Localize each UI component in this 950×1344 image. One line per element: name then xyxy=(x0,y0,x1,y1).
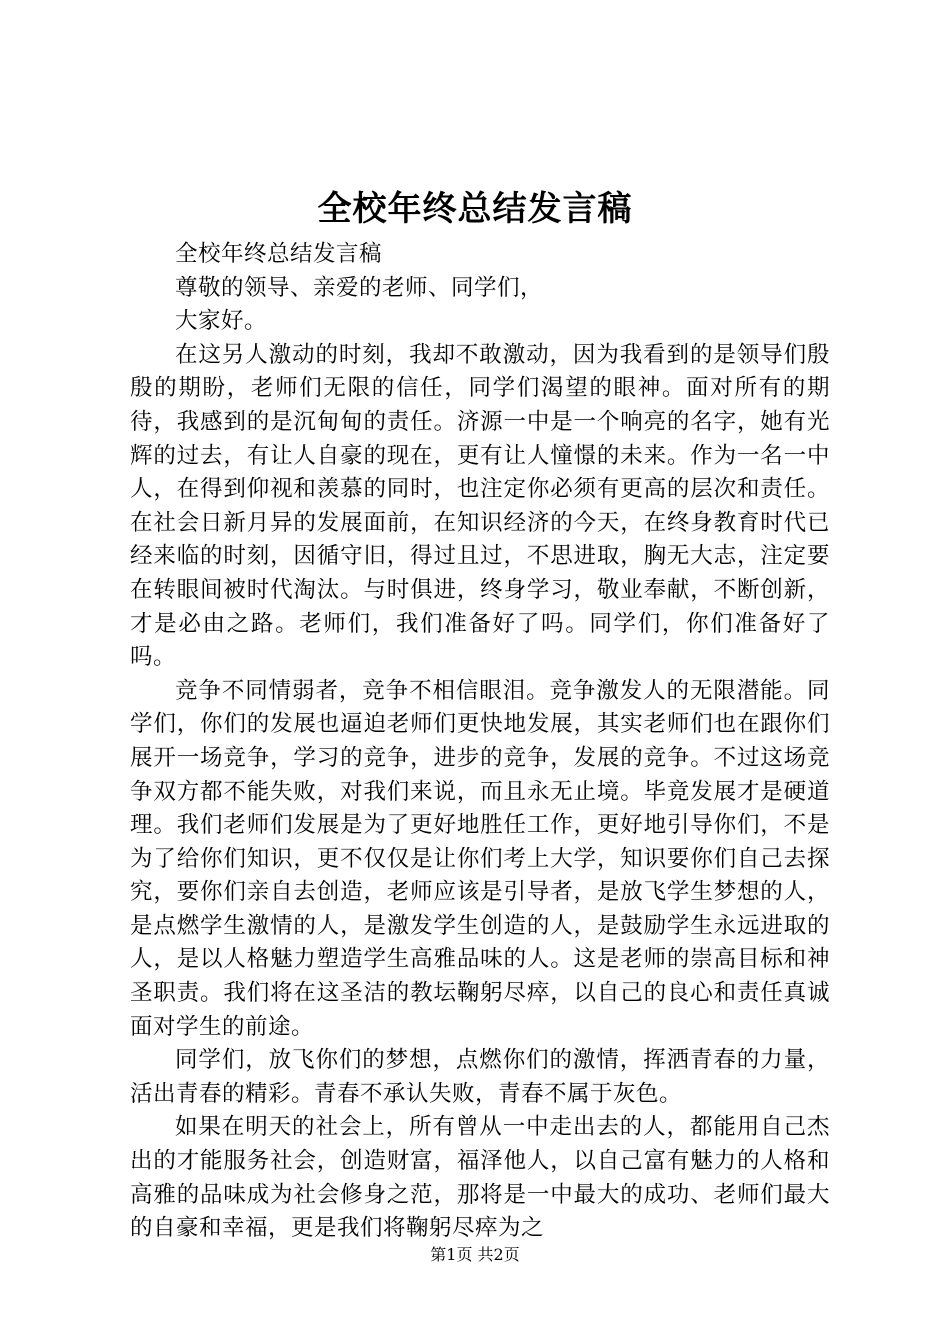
document-body xyxy=(130,238,830,1246)
paragraph-heading-repeat: 全校年终总结发言稿 xyxy=(175,241,383,267)
paragraph-salutation: 尊敬的领导、亲爱的老师、同学们， xyxy=(175,274,544,301)
paragraph-body-1: 在这另人激动的时刻，我却不敢激动，因为我看到的是领导们殷殷的期盼，老师们无限的信任，同学们渴望的眼神。面对所有的期待，我感到的是沉甸甸的责任。济源一中是一个响亮的名字，她有光辉的过去，有让人自豪的现在，更有让人憧憬的未来。作为一名一中人，在得到仰视和羡慕的同时，也注定你必须有更高的层次和责任。在社会日新月异的发展面前，在知识经济的今天，在终身教育时代已经来临的时刻，因循守旧，得过且过，不思进取，胸无大志，注定要在转眼间被时代淘汰。与时俱进，终身学习，敬业奉献，不断创新，才是必由之路。老师们，我们准备好了吗。同学们，你们准备好了吗。 xyxy=(130,341,830,671)
page-footer: 第1页 共2页 xyxy=(430,1245,520,1264)
paragraph-body-4: 如果在明天的社会上，所有曾从一中走出去的人，都能用自己杰出的才能服务社会，创造财富，福泽他人，以自己富有魅力的人格和高雅的品味成为社会修身之范，那将是一中最大的成功、老师们最大的自豪和幸福，更是我们将鞠躬尽瘁为之 xyxy=(130,1114,830,1242)
paragraph-greeting: 大家好。 xyxy=(175,308,268,335)
paragraph-body-3: 同学们，放飞你们的梦想，点燃你们的激情，挥洒青春的力量，活出青春的精彩。青春不承认失败，青春不属于灰色。 xyxy=(130,1047,830,1107)
document-title: 全校年终总结发言稿 xyxy=(317,189,633,229)
paragraph-body-2: 竞争不同情弱者，竞争不相信眼泪。竞争激发人的无限潜能。同学们，你们的发展也逼迫老师们更快地发展，其实老师们也在跟你们展开一场竞争，学习的竞争，进步的竞争，发展的竞争。不过这场竞争双方都不能失败，对我们来说，而且永无止境。毕竟发展才是硬道理。我们老师们发展是为了更好地胜任工作，更好地引导你们，不是为了给你们知识，更不仅仅是让你们考上大学，知识要你们自己去探究，要你们亲自去创造，老师应该是引导者，是放飞学生梦想的人，是点燃学生激情的人，是激发学生创造的人，是鼓励学生永远进取的人，是以人格魅力塑造学生高雅品味的人。这是老师的崇高目标和神圣职责。我们将在这圣洁的教坛鞠躬尽瘁，以自己的良心和责任真诚面对学生的前途。 xyxy=(130,677,830,1040)
